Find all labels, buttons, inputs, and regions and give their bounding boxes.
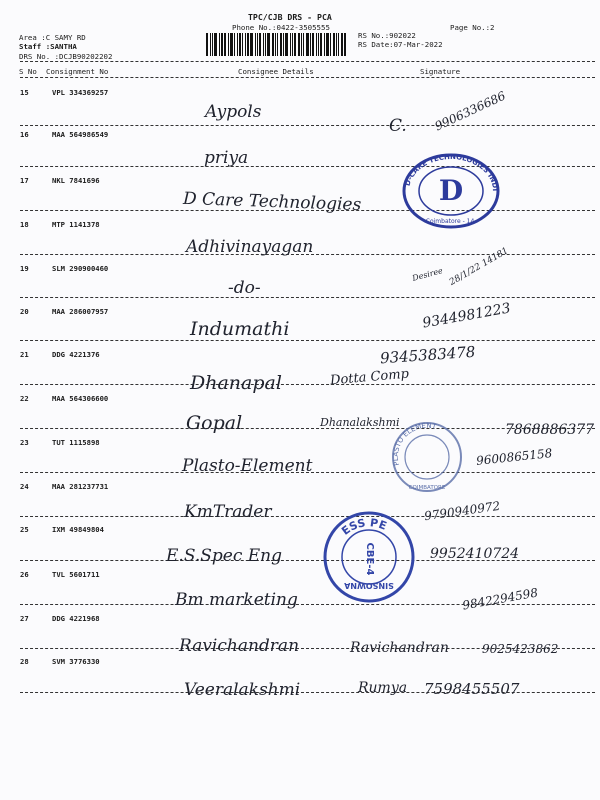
barcode-bar xyxy=(292,33,293,56)
barcode-bar xyxy=(301,33,302,56)
row-sno: 27 xyxy=(20,614,29,623)
dcare-stamp xyxy=(396,147,503,231)
signature-handwriting: C. xyxy=(389,116,407,136)
signature-handwriting: 7598455507 xyxy=(424,680,520,698)
barcode-bar xyxy=(228,33,229,56)
row-sno: 22 xyxy=(20,394,29,403)
rs-number: RS No.:902022 xyxy=(358,31,416,40)
barcode-bar xyxy=(263,33,264,56)
ess-stamp-bottom-text: SINSOWNA xyxy=(344,581,394,590)
consignee-handwriting: KmTrader xyxy=(184,502,272,522)
column-consignment: Consignment No xyxy=(46,67,109,76)
plasto-stamp-bottom-text: COIMBATORE xyxy=(408,485,446,491)
signature-handwriting: 9600865158 xyxy=(475,446,553,468)
barcode-bar xyxy=(336,33,337,56)
barcode-bar xyxy=(259,33,261,56)
row-divider xyxy=(20,516,595,517)
sheet-title: TPC/CJB DRS - PCA xyxy=(248,12,332,22)
row-sno: 16 xyxy=(20,130,29,139)
barcode-bar xyxy=(237,33,238,56)
area-label: Area :C SAMY RD xyxy=(19,33,86,42)
row-consignment-number: SLM 290900460 xyxy=(52,264,109,273)
row-divider xyxy=(20,340,595,341)
signature-handwriting: 9345383478 xyxy=(379,342,476,368)
barcode-bar xyxy=(255,33,256,56)
row-sno: 23 xyxy=(20,438,29,447)
signature-handwriting: 9906336686 xyxy=(432,88,508,134)
row-sno: 28 xyxy=(20,657,29,666)
signature-handwriting: Dotta Comp xyxy=(329,366,410,389)
dcare-stamp-top-text: D-CARE TECHNOLOGIES INDIA PVT. LTD. xyxy=(396,147,500,192)
row-sno: 18 xyxy=(20,220,29,229)
signature-handwriting: 28/1/22 14181 xyxy=(447,246,511,288)
barcode-bar xyxy=(326,33,329,56)
barcode-bar xyxy=(234,33,235,56)
row-sno: 15 xyxy=(20,88,29,97)
staff-label: Staff :SANTHA xyxy=(19,42,77,51)
row-sno: 17 xyxy=(20,176,29,185)
barcode-bar xyxy=(303,33,304,56)
barcode-bar xyxy=(224,33,226,56)
ess-stamp-top-text: ESS PE xyxy=(339,516,389,538)
barcode-bar xyxy=(206,33,208,56)
plasto-stamp-text: PLASTO ELEMENT xyxy=(391,421,438,467)
row-divider xyxy=(20,166,595,167)
barcode-bar xyxy=(242,33,243,56)
signature-handwriting: 7868886377 xyxy=(505,422,595,438)
row-consignment-number: MAA 564306600 xyxy=(52,394,109,403)
barcode-bar xyxy=(221,33,223,56)
row-consignment-number: MAA 281237731 xyxy=(52,482,109,491)
phone-number: Phone No.:0422-3505555 xyxy=(232,23,330,32)
barcode-bar xyxy=(316,33,317,56)
row-sno: 25 xyxy=(20,525,29,534)
consignee-handwriting: Adhivinayagan xyxy=(186,237,314,257)
barcode-bar xyxy=(306,33,309,56)
row-consignment-number: IXM 49849804 xyxy=(52,525,104,534)
row-consignment-number: NKL 7841696 xyxy=(52,176,100,185)
row-sno: 21 xyxy=(20,350,29,359)
page-number: Page No.:2 xyxy=(450,23,495,32)
barcode-bar xyxy=(341,33,343,56)
header-divider xyxy=(20,61,595,62)
barcode-bar xyxy=(344,33,346,56)
row-sno: 20 xyxy=(20,307,29,316)
row-sno: 19 xyxy=(20,264,29,273)
barcode-bar xyxy=(239,33,241,56)
row-divider xyxy=(20,384,595,385)
row-sno: 24 xyxy=(20,482,29,491)
signature-handwriting: 9344981223 xyxy=(421,300,512,332)
barcode-bar xyxy=(320,33,322,56)
signature-handwriting: Desiree xyxy=(411,266,444,283)
consignee-handwriting: Aypols xyxy=(205,102,262,122)
barcode-bar xyxy=(298,33,300,56)
consignee-handwriting: Gopal xyxy=(186,412,243,434)
consignee-handwriting: priya xyxy=(204,148,249,168)
row-consignment-number: DDG 4221376 xyxy=(52,350,100,359)
row-consignment-number: MAA 564986549 xyxy=(52,130,109,139)
row-consignment-number: SVM 3776330 xyxy=(52,657,100,666)
barcode-bar xyxy=(333,33,335,56)
consignee-handwriting: Indumathi xyxy=(190,318,290,340)
signature-handwriting: Ravichandran xyxy=(350,640,449,656)
barcode-bar xyxy=(277,33,278,56)
barcode-bar xyxy=(210,33,211,56)
barcode-bar xyxy=(280,33,282,56)
consignee-handwriting: Ravichandran xyxy=(179,636,300,656)
consignee-handwriting: Plasto-Element xyxy=(182,456,313,476)
consignee-handwriting: Veeralakshmi xyxy=(184,680,301,700)
row-consignment-number: MAA 286007957 xyxy=(52,307,109,316)
dcare-stamp-letter: D xyxy=(438,174,464,207)
signature-handwriting: 9790940972 xyxy=(423,498,501,524)
signature-handwriting: 9025423862 xyxy=(482,642,559,656)
column-divider xyxy=(20,77,595,78)
barcode-bar xyxy=(318,33,319,56)
barcode-bar xyxy=(330,33,331,56)
row-divider xyxy=(20,297,595,298)
signature-handwriting: Rumya xyxy=(358,680,408,696)
barcode-bar xyxy=(275,33,276,56)
barcode-bar xyxy=(212,33,213,56)
consignee-handwriting: Bm marketing xyxy=(175,590,298,610)
barcode-bar xyxy=(214,33,217,56)
consignee-handwriting: D Care Technologies xyxy=(182,188,362,216)
column-sno: S No xyxy=(19,67,37,76)
column-consignee: Consignee Details xyxy=(238,67,314,76)
dcare-stamp-bottom-text: Coimbatore - 14. xyxy=(425,218,477,225)
drs-number: DRS No. :DCJB90202202 xyxy=(19,52,113,61)
signature-handwriting: 9842294598 xyxy=(461,585,539,613)
barcode-bar xyxy=(247,33,249,56)
barcode-bar xyxy=(285,33,288,56)
barcode-bar xyxy=(338,33,339,56)
barcode xyxy=(206,33,358,56)
row-consignment-number: TVL 5601711 xyxy=(52,570,100,579)
barcode-bar xyxy=(272,33,274,56)
signature-handwriting: Dhanalakshmi xyxy=(320,416,400,429)
ess-stamp xyxy=(321,509,417,605)
row-consignment-number: TUT 1115898 xyxy=(52,438,100,447)
barcode-bar xyxy=(250,33,253,56)
consignee-handwriting: -do- xyxy=(228,278,261,298)
row-sno: 26 xyxy=(20,570,29,579)
barcode-bar xyxy=(219,33,220,56)
row-consignment-number: VPL 334369257 xyxy=(52,88,109,97)
barcode-bar xyxy=(312,33,314,56)
row-consignment-number: DDG 4221968 xyxy=(52,614,100,623)
consignee-handwriting: E.S.Spec Eng xyxy=(166,546,283,566)
signature-handwriting: 9952410724 xyxy=(430,546,520,562)
barcode-bar xyxy=(283,33,284,56)
barcode-bar xyxy=(267,33,270,56)
column-signature: Signature xyxy=(420,67,461,76)
rs-date: RS Date:07-Mar-2022 xyxy=(358,40,443,49)
consignee-handwriting: Dhanapal xyxy=(190,372,282,394)
barcode-bar xyxy=(310,33,311,56)
ess-stamp-middle-text: CBE-4 xyxy=(364,542,375,576)
barcode-bar xyxy=(230,33,233,56)
row-consignment-number: MTP 1141378 xyxy=(52,220,100,229)
barcode-bar xyxy=(290,33,291,56)
row-divider xyxy=(20,125,595,126)
plasto-stamp xyxy=(391,419,463,495)
barcode-bar xyxy=(265,33,266,56)
barcode-bar xyxy=(324,33,325,56)
barcode-bar xyxy=(294,33,296,56)
barcode-bar xyxy=(257,33,258,56)
barcode-bar xyxy=(245,33,246,56)
